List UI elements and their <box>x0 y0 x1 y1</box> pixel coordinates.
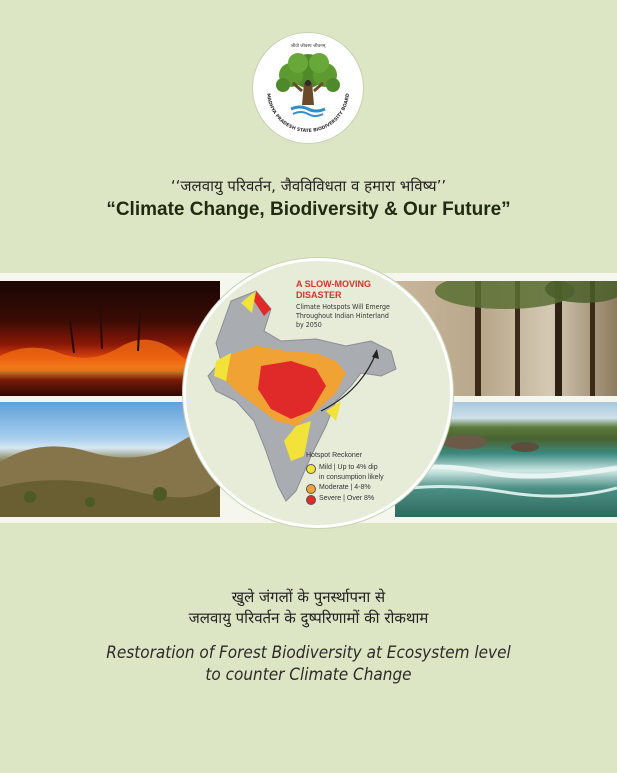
map-heading-line1: A SLOW-MOVING <box>296 279 371 289</box>
legend-label-severe: Severe | Over 8% <box>319 495 375 502</box>
legend-label-mild-2: in consumption likely <box>319 474 384 481</box>
legend-item-mild <box>306 463 384 483</box>
map-heading-line2: DISASTER <box>296 290 342 300</box>
map-subheading <box>296 303 426 330</box>
tagline-line2: to counter Climate Change <box>205 665 412 685</box>
map-sub-line3: by 2050 <box>296 321 322 329</box>
map-heading <box>296 279 371 301</box>
subtitle-hindi-line2: जलवायु परिवर्तन के दुष्परिणामों की रोकथाम <box>188 609 429 627</box>
legend-swatch-severe <box>306 495 316 505</box>
legend-label-moderate: Moderate | 4-8% <box>319 484 371 491</box>
title-hindi: ‘‘जलवायु परिवर्तन, जैवविविधता व हमारा भविष्य’’ <box>170 177 447 195</box>
india-hotspot-map <box>183 258 453 528</box>
map-sub-line2: Throughout Indian Hinterland <box>296 312 389 320</box>
map-legend <box>306 451 384 505</box>
biodiversity-board-logo <box>253 33 363 143</box>
legend-item-severe <box>306 494 384 505</box>
logo-top-text: जीवो जीवस्य जीवनम् <box>290 44 326 49</box>
tagline-line1: Restoration of Forest Biodiversity at Ecosystem level <box>106 643 511 663</box>
title-english: “Climate Change, Biodiversity & Our Future” <box>106 199 511 220</box>
legend-swatch-moderate <box>306 484 316 494</box>
legend-label-mild: Mild | Up to 4% dip <box>319 464 378 471</box>
map-sub-line1: Climate Hotspots Will Emerge <box>296 303 390 311</box>
tree-emblem-icon <box>253 33 363 143</box>
subtitle-hindi-line1: खुले जंगलों के पुनर्स्थापना से <box>231 588 386 606</box>
logo-arc-text: MADHYA PRADESH STATE BIODIVERSITY BOARD <box>265 93 351 135</box>
legend-title: Hotspot Reckoner <box>306 452 363 459</box>
legend-swatch-mild <box>306 464 316 474</box>
legend-item-moderate <box>306 483 384 494</box>
